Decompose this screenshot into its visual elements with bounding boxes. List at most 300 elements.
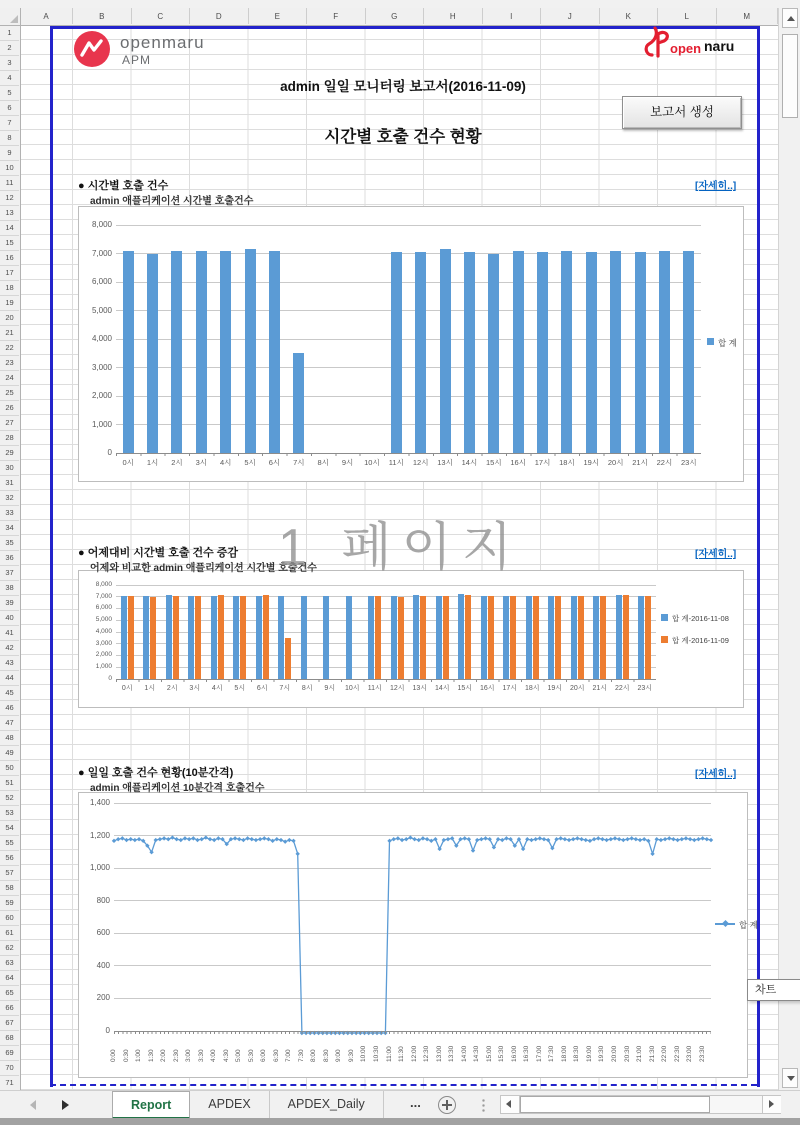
y-tick-label: 5,000 bbox=[95, 616, 112, 624]
section1-heading: ● 시간별 호출 건수 bbox=[78, 180, 169, 192]
bar bbox=[285, 638, 291, 679]
x-tick-label: 23:00 bbox=[686, 1045, 694, 1062]
bar bbox=[150, 597, 156, 679]
row-header[interactable]: 49 bbox=[0, 745, 19, 761]
openmaru-brand-text: openmaru bbox=[120, 33, 205, 52]
section1-detail-link[interactable]: [자세히..] bbox=[695, 181, 737, 192]
legend-label: 합 계-2016-11-08 bbox=[672, 614, 729, 623]
bar bbox=[616, 595, 622, 679]
x-tick-label: 21:00 bbox=[636, 1045, 644, 1062]
row-header[interactable]: 54 bbox=[0, 820, 19, 836]
x-tick-label: 7:30 bbox=[297, 1049, 305, 1062]
y-tick-label: 800 bbox=[96, 895, 110, 905]
legend-swatch-icon bbox=[707, 338, 714, 345]
day-compare-bar-chart[interactable] bbox=[78, 570, 744, 708]
scroll-down-button[interactable] bbox=[782, 1068, 798, 1088]
bar bbox=[196, 251, 207, 453]
y-tick-label: 8,000 bbox=[95, 580, 112, 588]
row-header[interactable]: 59 bbox=[0, 895, 19, 911]
x-tick-label: 0:00 bbox=[110, 1049, 117, 1062]
row-header[interactable]: 4 bbox=[0, 70, 19, 86]
row-header[interactable]: 35 bbox=[0, 535, 19, 551]
row-header[interactable]: 36 bbox=[0, 550, 19, 566]
y-tick-label: 3,000 bbox=[95, 639, 112, 647]
x-tick-label: 20시 bbox=[569, 685, 585, 692]
bar bbox=[147, 254, 158, 454]
x-tick-label: 13:00 bbox=[435, 1045, 443, 1062]
bar bbox=[526, 596, 532, 679]
row-header[interactable]: 25 bbox=[0, 385, 19, 401]
bar bbox=[443, 596, 449, 679]
bar bbox=[533, 596, 539, 679]
row-header[interactable]: 3 bbox=[0, 55, 19, 71]
legend-label: 합 계-2016-11-09 bbox=[672, 636, 729, 645]
x-tick-label: 19시 bbox=[547, 685, 563, 692]
row-header[interactable]: 9 bbox=[0, 145, 19, 161]
sheet-tab-report[interactable]: Report bbox=[112, 1091, 190, 1119]
x-tick-label: 19:00 bbox=[585, 1045, 593, 1062]
y-tick-label: 7,000 bbox=[91, 248, 112, 258]
y-tick-label: 1,400 bbox=[89, 798, 110, 808]
row-header[interactable]: 57 bbox=[0, 865, 19, 881]
x-tick-label: 2:00 bbox=[160, 1049, 168, 1062]
column-header[interactable]: F bbox=[307, 8, 366, 24]
x-tick-label: 22:00 bbox=[661, 1045, 669, 1062]
x-tick-label: 16:30 bbox=[523, 1045, 531, 1062]
row-header[interactable]: 41 bbox=[0, 625, 19, 641]
x-tick-label: 14:30 bbox=[473, 1045, 481, 1062]
column-header[interactable]: B bbox=[73, 8, 132, 24]
row-header[interactable]: 47 bbox=[0, 715, 19, 731]
x-tick-label: 8시 bbox=[301, 685, 313, 692]
row-header[interactable]: 20 bbox=[0, 310, 19, 326]
axis-ticks bbox=[116, 453, 701, 456]
opennaru-logo bbox=[642, 25, 762, 59]
row-header[interactable]: 16 bbox=[0, 250, 19, 266]
x-tick-label: 12:30 bbox=[423, 1045, 431, 1062]
vertical-scroll-thumb[interactable] bbox=[782, 34, 798, 118]
legend-label: 합 계 bbox=[718, 338, 737, 348]
bar bbox=[548, 596, 554, 679]
row-header[interactable]: 45 bbox=[0, 685, 19, 701]
row-header[interactable]: 2 bbox=[0, 40, 19, 56]
column-header[interactable]: I bbox=[483, 8, 542, 24]
prev-sheet-icon[interactable] bbox=[30, 1100, 36, 1110]
arrow-down-icon bbox=[787, 1076, 795, 1081]
opennaru-naru-text: naru bbox=[704, 38, 735, 54]
bar bbox=[346, 596, 352, 679]
bar bbox=[638, 596, 644, 679]
legend-marker-icon bbox=[722, 920, 729, 927]
row-header[interactable]: 44 bbox=[0, 670, 19, 686]
row-header[interactable]: 14 bbox=[0, 220, 19, 236]
bar bbox=[220, 251, 231, 453]
row-header[interactable]: 62 bbox=[0, 940, 19, 956]
x-tick-label: 20:00 bbox=[610, 1045, 618, 1062]
row-header[interactable]: 55 bbox=[0, 835, 19, 851]
page-break-line bbox=[50, 1084, 757, 1086]
bar bbox=[481, 596, 487, 679]
bar bbox=[240, 596, 246, 679]
x-tick-label: 16시 bbox=[510, 458, 526, 467]
row-header[interactable]: 71 bbox=[0, 1075, 19, 1091]
row-header[interactable]: 52 bbox=[0, 790, 19, 806]
next-sheet-icon[interactable] bbox=[62, 1100, 69, 1110]
y-tick-label: 4,000 bbox=[91, 334, 112, 344]
select-all-box[interactable] bbox=[0, 8, 21, 26]
y-tick-label: 1,000 bbox=[89, 863, 110, 873]
row-header[interactable]: 65 bbox=[0, 985, 19, 1001]
bar bbox=[458, 594, 464, 679]
row-header[interactable]: 18 bbox=[0, 280, 19, 296]
bar bbox=[121, 596, 127, 679]
bar bbox=[233, 596, 239, 679]
x-tick-label: 18시 bbox=[524, 685, 540, 692]
top-strip bbox=[0, 0, 800, 8]
column-header[interactable]: E bbox=[249, 8, 308, 24]
x-tick-label: 4시 bbox=[219, 458, 232, 467]
row-header[interactable]: 15 bbox=[0, 235, 19, 251]
legend-swatch-icon bbox=[661, 636, 668, 643]
x-tick-label: 14시 bbox=[461, 458, 478, 467]
row-header[interactable]: 50 bbox=[0, 760, 19, 776]
x-tick-label: 11시 bbox=[367, 685, 382, 692]
row-header[interactable]: 23 bbox=[0, 355, 19, 371]
x-tick-label: 17:00 bbox=[535, 1045, 543, 1062]
bar bbox=[123, 251, 134, 453]
y-tick-label: 2,000 bbox=[91, 391, 112, 401]
bar bbox=[586, 252, 597, 453]
apm-text: APM bbox=[122, 53, 152, 67]
x-tick-label: 4시 bbox=[211, 685, 223, 692]
opennaru-open-text: open bbox=[670, 41, 702, 56]
x-tick-label: 22시 bbox=[614, 685, 630, 692]
row-header[interactable]: 42 bbox=[0, 640, 19, 656]
bar bbox=[301, 596, 307, 679]
x-tick-label: 17:30 bbox=[548, 1045, 556, 1062]
row-header[interactable]: 69 bbox=[0, 1045, 19, 1061]
row-header[interactable]: 8 bbox=[0, 130, 19, 146]
row-header[interactable]: 48 bbox=[0, 730, 19, 746]
x-tick-label: 1시 bbox=[146, 458, 159, 467]
bar bbox=[128, 596, 134, 679]
row-header[interactable]: 26 bbox=[0, 400, 19, 416]
bar bbox=[578, 596, 584, 679]
line-series bbox=[111, 803, 714, 1039]
section3-heading: ● 일일 호출 건수 현황(10분간격) bbox=[78, 767, 234, 779]
x-tick-label: 8:30 bbox=[322, 1049, 330, 1062]
horizontal-scroll-thumb[interactable] bbox=[520, 1096, 710, 1113]
x-tick-label: 22시 bbox=[656, 458, 673, 467]
sheet-tab-apdex[interactable]: APDEX bbox=[190, 1091, 269, 1119]
column-header[interactable]: M bbox=[717, 8, 779, 24]
bar bbox=[398, 597, 404, 679]
x-tick-label: 1시 bbox=[144, 685, 156, 692]
bar bbox=[503, 596, 509, 679]
row-header[interactable]: 56 bbox=[0, 850, 19, 866]
vertical-scrollbar[interactable] bbox=[778, 8, 800, 1090]
row-header[interactable]: 11 bbox=[0, 175, 19, 191]
column-header-row[interactable] bbox=[0, 8, 778, 26]
x-tick-label: 2시 bbox=[166, 685, 178, 692]
x-tick-label: 12시 bbox=[412, 458, 429, 467]
bar bbox=[488, 596, 494, 679]
row-header[interactable]: 66 bbox=[0, 1000, 19, 1016]
row-header[interactable]: 53 bbox=[0, 805, 19, 821]
x-tick-label: 0:30 bbox=[122, 1049, 130, 1062]
x-tick-label: 12시 bbox=[389, 685, 405, 692]
y-tick-label: 0 bbox=[107, 448, 112, 458]
x-tick-label: 11:00 bbox=[385, 1046, 393, 1062]
bar bbox=[173, 596, 179, 679]
y-tick-label: 1,000 bbox=[91, 419, 112, 429]
section2-detail-link[interactable]: [자세히..] bbox=[695, 549, 737, 560]
x-tick-label: 4:00 bbox=[210, 1049, 218, 1062]
x-tick-label: 16:00 bbox=[510, 1045, 518, 1062]
sheet-tab-apdex_daily[interactable]: APDEX_Daily bbox=[270, 1091, 384, 1119]
row-header[interactable]: 7 bbox=[0, 115, 19, 131]
y-tick-label: 8,000 bbox=[91, 220, 112, 230]
x-tick-label: 5시 bbox=[244, 458, 256, 467]
x-tick-label: 7:00 bbox=[285, 1049, 293, 1062]
x-tick-label: 19시 bbox=[583, 458, 600, 467]
row-header[interactable]: 40 bbox=[0, 610, 19, 626]
row-header[interactable]: 13 bbox=[0, 205, 19, 221]
row-header[interactable]: 63 bbox=[0, 955, 19, 971]
bar bbox=[610, 251, 621, 453]
x-tick-label: 7시 bbox=[279, 685, 291, 692]
x-tick-label: 13시 bbox=[437, 458, 453, 467]
y-tick-label: 7,000 bbox=[95, 592, 112, 600]
x-tick-label: 23시 bbox=[681, 458, 697, 467]
bar bbox=[195, 596, 201, 679]
bar bbox=[391, 596, 397, 679]
bar bbox=[375, 596, 381, 679]
bar bbox=[263, 595, 269, 679]
x-tick-label: 13:30 bbox=[448, 1045, 456, 1062]
diamond-markers bbox=[112, 835, 713, 1035]
status-bar-strip bbox=[0, 1118, 800, 1125]
x-tick-label: 17시 bbox=[534, 458, 551, 467]
x-tick-label: 8시 bbox=[317, 458, 329, 467]
row-header[interactable]: 30 bbox=[0, 460, 19, 476]
x-tick-label: 12:00 bbox=[410, 1045, 418, 1062]
bar bbox=[645, 596, 651, 679]
scroll-left-button[interactable] bbox=[501, 1096, 520, 1113]
column-header[interactable]: G bbox=[366, 8, 425, 24]
opennaru-logo-icon bbox=[642, 25, 672, 59]
section3-detail-link[interactable]: [자세히..] bbox=[695, 769, 737, 780]
bar bbox=[571, 596, 577, 679]
section2-heading: ● 어제대비 시간별 호출 건수 증감 bbox=[78, 547, 239, 559]
bar bbox=[465, 595, 471, 679]
row-header[interactable]: 12 bbox=[0, 190, 19, 206]
x-tick-label: 6시 bbox=[268, 458, 281, 467]
generate-report-button[interactable]: 보고서 생성 bbox=[622, 96, 742, 129]
ten-minute-calls-line-chart[interactable] bbox=[78, 792, 758, 1078]
chart-tooltip: 차트 bbox=[747, 979, 800, 1001]
sheet-tabs bbox=[112, 1091, 384, 1119]
x-tick-label: 10:00 bbox=[360, 1045, 368, 1062]
row-header[interactable]: 68 bbox=[0, 1030, 19, 1046]
x-tick-label: 21시 bbox=[592, 685, 608, 692]
row-header[interactable]: 1 bbox=[0, 25, 19, 41]
y-tick-label: 5,000 bbox=[91, 305, 112, 315]
axis-ticks bbox=[116, 679, 656, 682]
section1-subheading: admin 애플리케이션 시간별 호출건수 bbox=[90, 196, 254, 207]
bar bbox=[623, 595, 629, 679]
column-header[interactable]: H bbox=[424, 8, 483, 24]
x-tick-label: 11:30 bbox=[398, 1046, 406, 1062]
y-tick-label: 1,000 bbox=[95, 663, 112, 671]
x-tick-label: 3시 bbox=[189, 685, 201, 692]
arrow-right-icon bbox=[769, 1100, 774, 1108]
openmaru-logo-icon bbox=[74, 31, 110, 67]
bar bbox=[413, 595, 419, 679]
x-tick-label: 6:00 bbox=[260, 1049, 268, 1062]
bar bbox=[245, 249, 256, 453]
scroll-right-button[interactable] bbox=[762, 1096, 781, 1113]
x-tick-label: 9시 bbox=[341, 458, 354, 467]
y-tick-label: 6,000 bbox=[91, 277, 112, 287]
gridline bbox=[116, 225, 701, 226]
bar bbox=[555, 596, 561, 679]
row-header[interactable]: 61 bbox=[0, 925, 19, 941]
legend-label: 합 계 bbox=[739, 920, 758, 930]
bar bbox=[415, 252, 426, 453]
y-tick-label: 400 bbox=[96, 960, 110, 970]
scroll-up-button[interactable] bbox=[782, 8, 798, 28]
y-tick-label: 6,000 bbox=[95, 604, 112, 612]
x-tick-label: 1:00 bbox=[135, 1049, 143, 1062]
y-tick-label: 3,000 bbox=[91, 362, 112, 372]
section2-subheading: 어제와 비교한 admin 애플리케이션 시간별 호출건수 bbox=[90, 563, 317, 574]
bar bbox=[269, 251, 280, 453]
column-header[interactable]: L bbox=[658, 8, 717, 24]
row-header[interactable]: 17 bbox=[0, 265, 19, 281]
report-title: admin 일일 모니터링 보고서(2016-11-09) bbox=[280, 79, 526, 94]
bar bbox=[293, 353, 304, 453]
x-tick-label: 18:30 bbox=[573, 1045, 581, 1062]
column-header[interactable]: K bbox=[600, 8, 659, 24]
bar bbox=[278, 596, 284, 679]
row-header[interactable]: 64 bbox=[0, 970, 19, 986]
x-tick-label: 11시 bbox=[388, 458, 404, 467]
bar bbox=[391, 252, 402, 453]
bar bbox=[256, 596, 262, 679]
row-header[interactable]: 6 bbox=[0, 100, 19, 116]
row-header[interactable]: 46 bbox=[0, 700, 19, 716]
x-tick-label: 23:30 bbox=[698, 1045, 706, 1062]
x-tick-label: 15시 bbox=[486, 458, 502, 467]
bar bbox=[211, 596, 217, 679]
row-header-column[interactable] bbox=[0, 25, 21, 1090]
x-tick-label: 20:30 bbox=[623, 1045, 631, 1062]
x-tick-label: 5:00 bbox=[235, 1049, 243, 1062]
x-tick-label: 0시 bbox=[121, 685, 133, 692]
row-header[interactable]: 32 bbox=[0, 490, 19, 506]
row-header[interactable]: 51 bbox=[0, 775, 19, 791]
column-header[interactable]: D bbox=[190, 8, 249, 24]
row-header[interactable]: 33 bbox=[0, 505, 19, 521]
row-header[interactable]: 67 bbox=[0, 1015, 19, 1031]
y-tick-label: 1,200 bbox=[89, 830, 110, 840]
legend-swatch-icon bbox=[661, 614, 668, 621]
x-tick-label: 20시 bbox=[607, 458, 624, 467]
bar bbox=[440, 249, 451, 453]
horizontal-scrollbar[interactable] bbox=[500, 1095, 781, 1114]
column-header[interactable]: J bbox=[541, 8, 600, 24]
bar bbox=[510, 596, 516, 679]
x-tick-label: 0시 bbox=[122, 458, 134, 467]
row-header[interactable]: 34 bbox=[0, 520, 19, 536]
x-tick-label: 10시 bbox=[344, 685, 360, 692]
row-header[interactable]: 5 bbox=[0, 85, 19, 101]
page-subtitle: 시간별 호출 건수 현황 bbox=[324, 128, 482, 146]
bar bbox=[464, 252, 475, 453]
column-header[interactable]: C bbox=[132, 8, 191, 24]
row-header[interactable]: 39 bbox=[0, 595, 19, 611]
bar bbox=[171, 251, 182, 453]
x-tick-label: 3:30 bbox=[197, 1049, 205, 1062]
arrow-left-icon bbox=[506, 1100, 511, 1108]
row-header[interactable]: 37 bbox=[0, 565, 19, 581]
row-header[interactable]: 38 bbox=[0, 580, 19, 596]
row-header[interactable]: 31 bbox=[0, 475, 19, 491]
row-header[interactable]: 70 bbox=[0, 1060, 19, 1076]
y-tick-label: 4,000 bbox=[95, 627, 112, 635]
row-header[interactable]: 60 bbox=[0, 910, 19, 926]
bar bbox=[188, 596, 194, 679]
row-header[interactable]: 29 bbox=[0, 445, 19, 461]
column-header[interactable]: A bbox=[20, 8, 73, 24]
bar bbox=[659, 251, 670, 453]
bar bbox=[593, 596, 599, 679]
x-tick-label: 22:30 bbox=[673, 1045, 681, 1062]
row-header[interactable]: 19 bbox=[0, 295, 19, 311]
x-tick-label: 16시 bbox=[479, 685, 495, 692]
x-tick-label: 5:30 bbox=[247, 1049, 255, 1062]
row-header[interactable]: 24 bbox=[0, 370, 19, 386]
y-tick-label: 2,000 bbox=[95, 651, 112, 659]
row-header[interactable]: 27 bbox=[0, 415, 19, 431]
bar bbox=[436, 596, 442, 679]
bar bbox=[600, 596, 606, 679]
bar bbox=[368, 596, 374, 679]
x-tick-label: 23시 bbox=[637, 685, 653, 692]
dots-separator-icon bbox=[482, 1098, 485, 1112]
bar bbox=[323, 596, 329, 679]
x-tick-label: 6시 bbox=[256, 685, 268, 692]
x-tick-label: 7시 bbox=[293, 458, 305, 467]
row-header[interactable]: 21 bbox=[0, 325, 19, 341]
x-tick-label: 19:30 bbox=[598, 1045, 606, 1062]
row-header[interactable]: 43 bbox=[0, 655, 19, 671]
row-header[interactable]: 22 bbox=[0, 340, 19, 356]
hourly-calls-bar-chart[interactable] bbox=[78, 206, 744, 482]
bar bbox=[683, 251, 694, 453]
x-tick-label: 3:00 bbox=[185, 1049, 193, 1062]
x-tick-label: 8:00 bbox=[310, 1049, 318, 1062]
x-tick-label: 6:30 bbox=[272, 1049, 280, 1062]
row-header[interactable]: 10 bbox=[0, 160, 19, 176]
x-tick-label: 5시 bbox=[234, 685, 246, 692]
add-sheet-button[interactable] bbox=[438, 1096, 456, 1114]
tab-overflow-indicator[interactable]: ... bbox=[410, 1095, 421, 1110]
row-header[interactable]: 28 bbox=[0, 430, 19, 446]
bar bbox=[513, 251, 524, 453]
row-header[interactable]: 58 bbox=[0, 880, 19, 896]
